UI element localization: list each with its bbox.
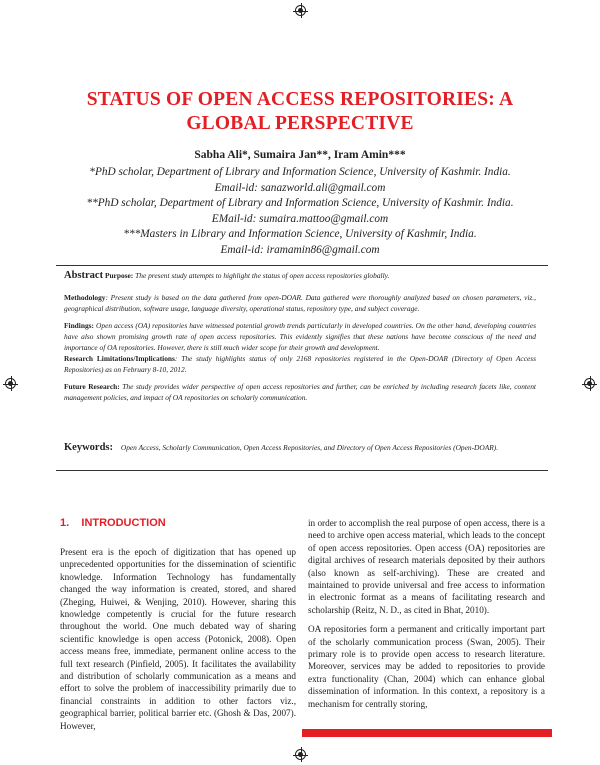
future-label: Future Research: — [64, 382, 120, 391]
methodology-label: Methodology — [64, 293, 106, 302]
title-line-1: STATUS OF OPEN ACCESS REPOSITORIES: A — [86, 89, 514, 110]
paragraph: Present era is the epoch of digitization that has opened up unprecedented opportunities for the dissemination of scientific knowledge. Information Technology has fundamentally changed the way information is created, stored, and shared (Zheging, Huiwei, & Wenjing, 2010). However, sharing this knowledge competently is crucial for the future research throughout the world. One much debated way of sharing scientific knowledge is open access (Potonick, 2008). Open access means free, immediate, permanent online access to the full text research (Pinfield, 2005). It facilitates the availability and distribution of scholarly communication as a means and effort to solve the problem of inaccessibility primarily due to financial constraints in addition to other factors viz., geographical barrier, political barrier etc. (Ghosh & Das, 2007). However, — [60, 547, 296, 731]
abstract-findings — [64, 320, 536, 353]
keywords-heading: Keywords: — [64, 442, 113, 453]
findings-text: Open access (OA) repositories have witnessed potential growth trends particularly in developed countries. On the other hand, developing countries have also shown promising growth rate of open access repositories. This evidently signifies that these nations have become conscious of the need and importance of OA repositories. However, there is still much wider scope for their growth and development. — [64, 321, 536, 352]
registration-mark-left-icon — [5, 378, 16, 389]
abstract-methodology — [64, 292, 536, 314]
limitations-label: Research Limitations/Implications — [64, 354, 175, 363]
limitations-text: : The study highlights status of only 2168 repositories registered in the Open-DOAR (Directory of Open Access Repositories) as on February 8-10, 2012. — [64, 354, 537, 374]
future-text: The study provides wider perspective of open access repositories and further, can be enriched by including research facets like, content management policies, and impact of OA repositories on scholarly communication. — [64, 382, 536, 402]
footer-accent-bar — [302, 729, 552, 737]
findings-label: Findings: — [64, 321, 94, 330]
keywords — [64, 442, 536, 453]
purpose-text: The present study attempts to highlight the status of open access repositories globally. — [135, 271, 390, 280]
paper-title — [30, 88, 570, 136]
affiliation-line: EMail-id: sumaira.mattoo@gmail.com — [211, 212, 389, 225]
keywords-bottom-rule — [56, 470, 548, 471]
abstract-future — [64, 381, 536, 403]
right-column — [308, 517, 545, 710]
affiliation-line: Email-id: iramamin86@gmail.com — [220, 243, 380, 256]
methodology-text: : Present study is based on the data gathered from open-DOAR. Data gathered were thoroughly analyzed based on chosen parameters, viz., geographical distribution, software usage, language diversity, operational status, repository type, and subject coverage. — [64, 293, 536, 313]
purpose-label: Purpose: — [104, 271, 134, 280]
registration-mark-right-icon — [584, 378, 595, 389]
affiliation-line: **PhD scholar, Department of Library and Information Science, University of Kashmir. India. — [86, 197, 514, 209]
title-line-2: GLOBAL PERSPECTIVE — [186, 113, 414, 134]
authors: Sabha Ali*, Sumaira Jan**, Iram Amin*** — [194, 149, 406, 161]
affiliation-line: ***Masters in Library and Information Science, University of Kashmir, India. — [123, 228, 477, 240]
paragraph: OA repositories form a permanent and critically important part of the scholarly communication process (Swan, 2005). Their primary role is to provide open access to research literature. Moreover, services may be added to repositories to provide extra functionality (Chan, 2004) which can enhance global dissemination of information. In this context, a repository is a mechanism for centrally storing, — [308, 624, 545, 709]
abstract-limitations — [64, 353, 536, 375]
registration-mark-top-icon — [295, 5, 306, 16]
registration-mark-bottom-icon — [295, 749, 306, 760]
abstract-purpose — [64, 270, 536, 281]
abstract-top-rule — [56, 265, 548, 266]
affiliations — [30, 165, 570, 258]
affiliation-line: *PhD scholar, Department of Library and Information Science, University of Kashmir. India. — [89, 166, 511, 178]
left-column — [60, 546, 296, 732]
abstract-heading: Abstract — [64, 270, 104, 281]
paragraph: in order to accomplish the real purpose of open access, there is a need to archive open access material, which leads to the concept of open access repositories. Open access (OA) repositories are digital archives of research materials deposited by their authors (also known as self-archiving). These are created and maintained to provide universal and free access to information in electronic format as a means of facilitating research and scholarship (Reitz, N. D., as cited in Bhat, 2010). — [308, 518, 545, 615]
section-heading: 1. INTRODUCTION — [60, 517, 166, 529]
affiliation-line: Email-id: sanazworld.ali@gmail.com — [214, 181, 386, 194]
keywords-text: Open Access, Scholarly Communication, Open Access Repositories, and Directory of Open Access Repositories (Open-DOAR). — [120, 443, 499, 452]
